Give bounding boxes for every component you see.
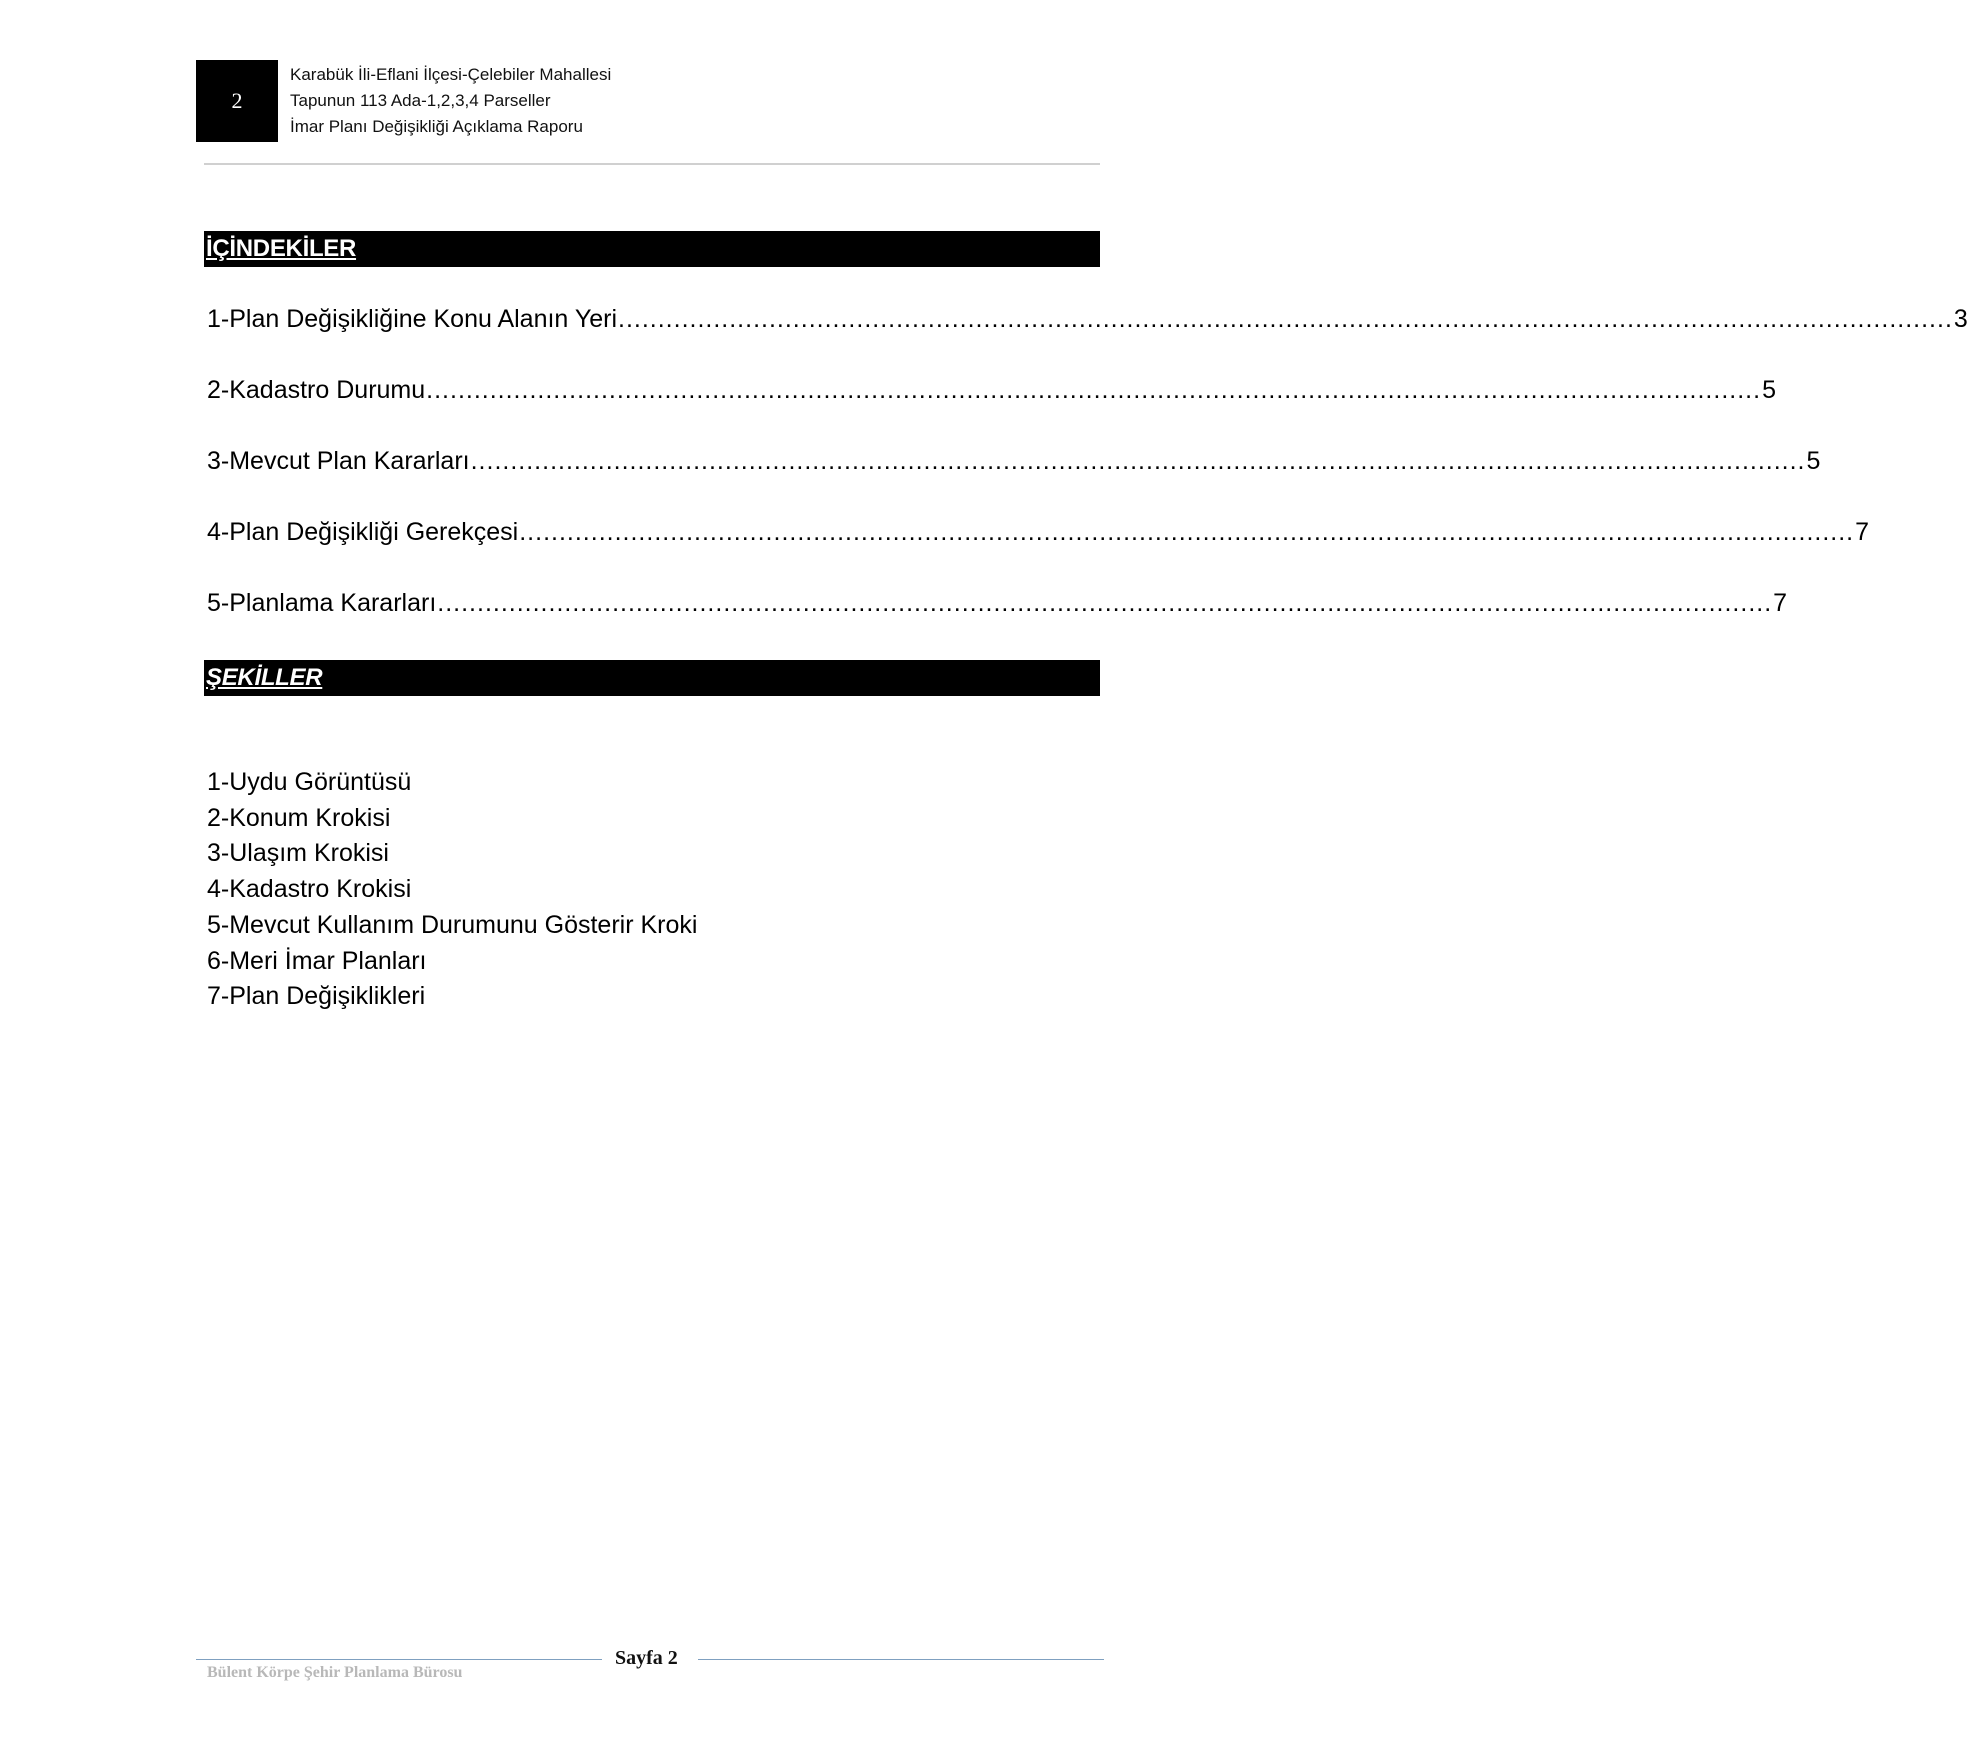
toc-entry-title: 5-Planlama Kararları xyxy=(207,589,437,617)
toc-heading-bar xyxy=(204,231,1100,267)
figure-item: 6-Meri İmar Planları xyxy=(207,946,427,975)
header-line-report-title: İmar Planı Değişikliği Açıklama Raporu xyxy=(290,117,583,136)
header-line-parcels: Tapunun 113 Ada-1,2,3,4 Parseller xyxy=(290,91,551,110)
toc-entry-page: 3 xyxy=(1953,305,1968,333)
figure-item: 3-Ulaşım Krokisi xyxy=(207,839,389,868)
header-divider xyxy=(204,163,1100,165)
figure-item: 7-Plan Değişiklikleri xyxy=(207,982,426,1011)
toc-leader-dots: ........................................................................................................................................................................ xyxy=(470,447,1806,475)
toc-entry-page: 5 xyxy=(1762,376,1776,404)
toc-entry[interactable] xyxy=(207,447,1821,481)
header-page-number: 2 xyxy=(196,60,278,142)
toc-entry[interactable] xyxy=(207,376,1776,410)
toc-entry[interactable] xyxy=(207,589,1788,623)
toc-entry[interactable] xyxy=(207,518,1870,552)
toc-entry[interactable] xyxy=(207,305,1968,339)
toc-entry-title: 3-Mevcut Plan Kararları xyxy=(207,447,470,475)
toc-heading: İÇİNDEKİLER xyxy=(206,235,357,262)
footer-divider-left xyxy=(196,1659,602,1660)
figure-item: 1-Uydu Görüntüsü xyxy=(207,768,412,796)
toc-entry-page: 5 xyxy=(1806,447,1821,475)
toc-entry-page: 7 xyxy=(1773,589,1788,617)
figure-item: 2-Konum Krokisi xyxy=(207,803,391,832)
figure-item: 5-Mevcut Kullanım Durumunu Gösterir Kroki xyxy=(207,910,698,939)
figures-list xyxy=(207,765,697,1015)
toc-leader-dots: ........................................................................................................................................................................ xyxy=(426,376,1762,404)
toc-entry-title: 2-Kadastro Durumu xyxy=(207,376,426,404)
header-line-location: Karabük İli-Eflani İlçesi-Çelebiler Mahallesi xyxy=(290,65,612,84)
figure-item: 4-Kadastro Krokisi xyxy=(207,875,412,904)
toc-entry-title: 1-Plan Değişikliğine Konu Alanın Yeri xyxy=(207,305,617,333)
toc-leader-dots: ........................................................................................................................................................................ xyxy=(618,305,1953,333)
footer-page-label: Sayfa 2 xyxy=(615,1647,678,1669)
toc-entry-page: 7 xyxy=(1855,518,1870,546)
figures-heading-bar xyxy=(204,660,1100,696)
figures-heading: ŞEKİLLER xyxy=(206,664,323,691)
toc-leader-dots: ........................................................................................................................................................................ xyxy=(519,518,1855,546)
toc-entry-title: 4-Plan Değişikliği Gerekçesi xyxy=(207,518,519,546)
toc-leader-dots: ........................................................................................................................................................................ xyxy=(437,589,1773,617)
footer-divider-right xyxy=(698,1659,1104,1660)
footer-office-name: Bülent Körpe Şehir Planlama Bürosu xyxy=(207,1664,463,1681)
document-header xyxy=(290,62,611,140)
